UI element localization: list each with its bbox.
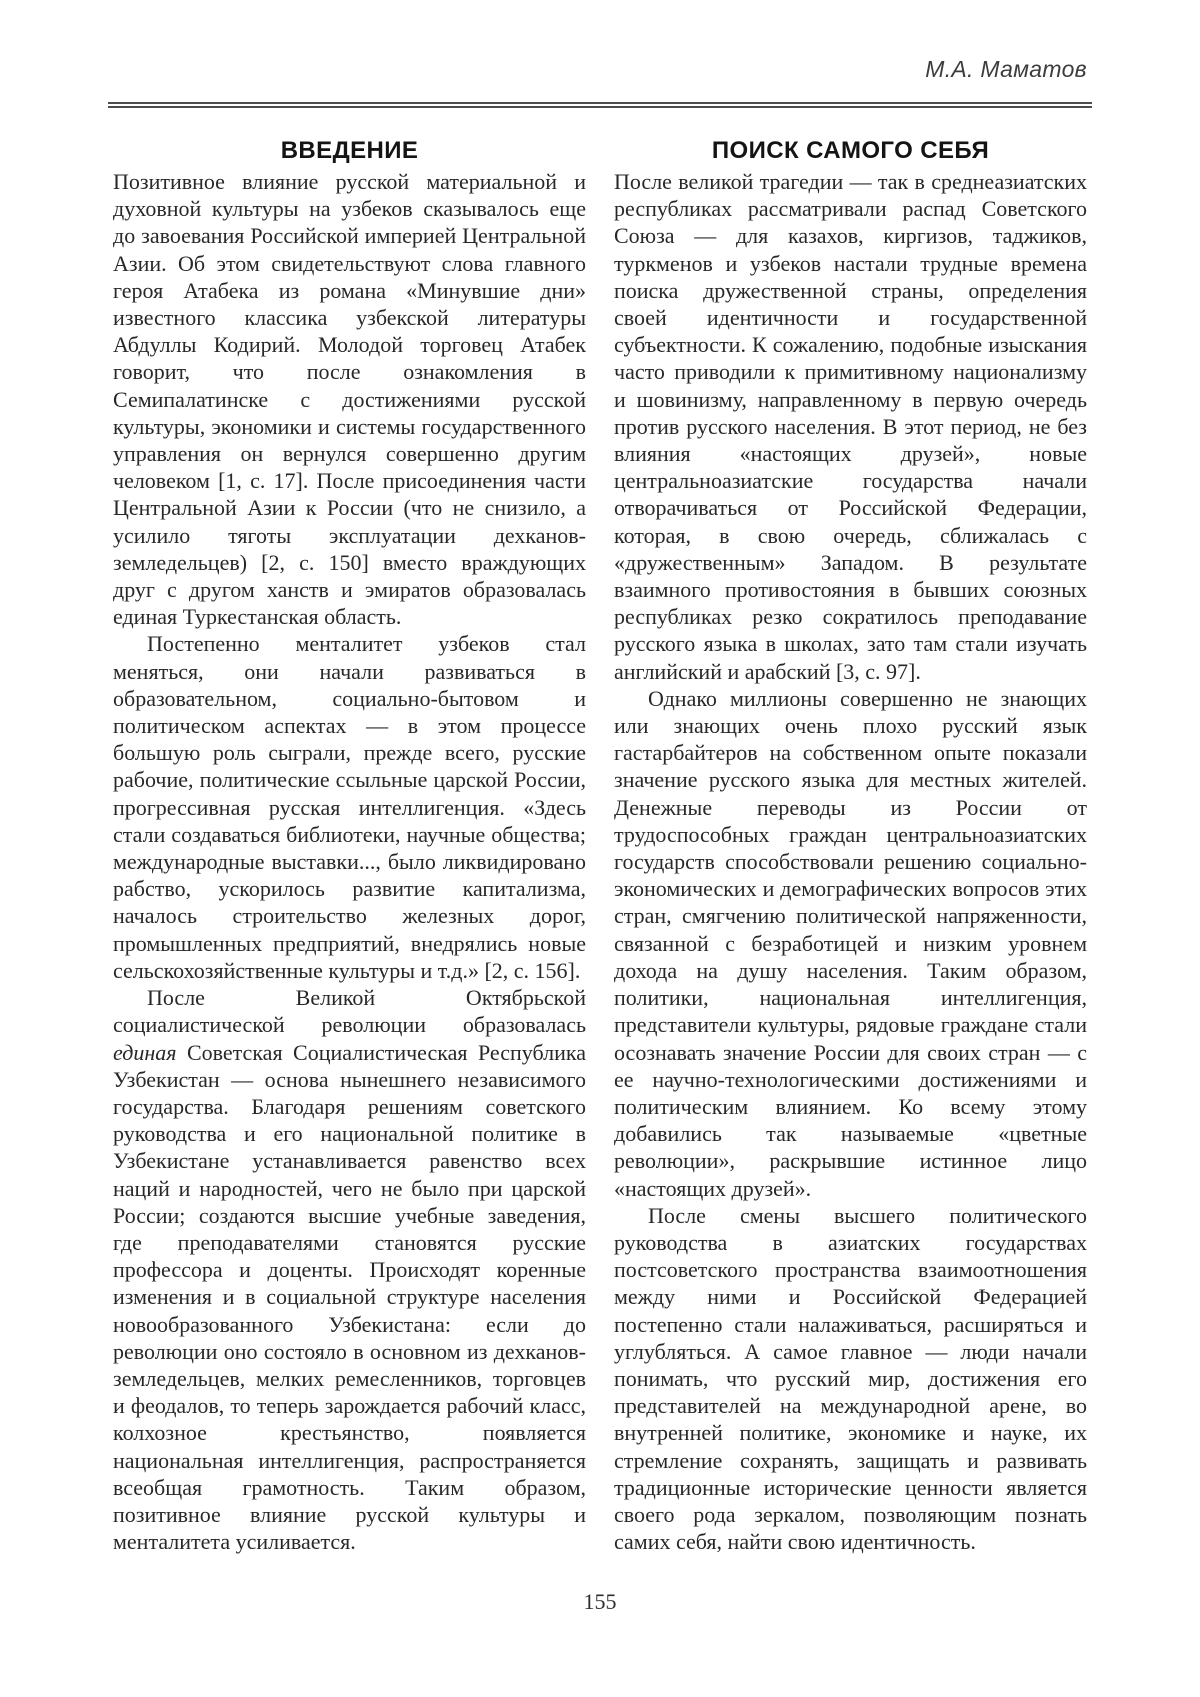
left-column <box>113 137 586 1555</box>
header-double-rule <box>108 102 1092 108</box>
paragraph: После великой трагедии — так в среднеазиатских республиках рассматривали распад Советского Союза — для казахов, киргизов, таджиков, туркменов и узбеков настали трудные времена поиска дружественной страны, определения своей идентичности и государственной субъектности. К сожалению, подобные изыскания часто приводили к примитивному национализму и шовинизму, направленному в первую очередь против русского населения. В этот период, не без влияния «настоящих друзей», новые центральноазиатские государства начали отворачиваться от Российской Федерации, которая, в свою очередь, сближалась с «дружественным» Западом. В результате взаимного противостояния в бывших союзных республиках резко сократилось преподавание русского языка в школах, зато там стали изучать английский и арабский [3, с. 97]. <box>614 169 1087 684</box>
page-number: 155 <box>583 1589 617 1614</box>
right-column <box>614 137 1087 1555</box>
paragraph <box>113 984 586 1555</box>
paragraph: После смены высшего политического руководства в азиатских государствах постсоветского пространства взаимоотношения между ними и Российской Федерацией постепенно стали налаживаться, расширяться и углубляться. А самое главное — люди начали понимать, что русский мир, достижения его представителей на международной арене, во внутренней политике, экономике и науке, их стремление сохранять, защищать и развивать традиционные исторические ценности является своего рода зеркалом, позволяющим познать самих себя, найти свою идентичность. <box>614 1202 1087 1555</box>
section-heading-search-for-self: ПОИСК САМОГО СЕБЯ <box>711 137 990 164</box>
paragraph-text-segment: После Великой Октябрьской социалистической революции образовалась <box>113 985 586 1038</box>
paragraph-text-segment: Советская Социалистическая Республика Узбекистан — основа нынешнего независимого государства. Благодаря решениям советского руководства и его национальной политике в Узбекистане устанавливается равенство всех наций и народностей, чего не было при царской России; создаются высшие учебные заведения, где преподавателями становятся русские профессора и доценты. Происходят коренные изменения и в социальной структуре населения новообразованного Узбекистана: если до революции оно состояло в основном из дехканов-земледельцев, мелких ремесленников, торговцев и феодалов, то теперь зарождается рабочий класс, колхозное крестьянство, появляется национальная интеллигенция, распространяется всеобщая грамотность. Таким образом, позитивное влияние русской культуры и менталитета усиливается. <box>113 1039 586 1555</box>
paragraph: Постепенно менталитет узбеков стал меняться, они начали развиваться в образовательном, социально-бытовом и политическом аспектах — в этом процессе большую роль сыграли, прежде всего, русские рабочие, политические ссыльные царской России, прогрессивная русская интеллигенция. «Здесь стали создаваться библиотеки, научные общества; международные выставки..., было ликвидировано рабство, ускорилось развитие капитализма, началось строительство железных дорог, промышленных предприятий, внедрялись новые сельскохозяйственные культуры и т.д.» [2, с. 156]. <box>113 631 586 983</box>
two-column-text-block <box>113 137 1087 1555</box>
emphasized-word: единая <box>113 1039 177 1065</box>
paragraph: Однако миллионы совершенно не знающих или знающих очень плохо русский язык гастарбайтеров на собственном опыте показали значение русского языка для местных жителей. Денежные переводы из России от трудоспособных граждан центральноазиатских государств способствовали решению социально-экономических и демографических вопросов этих стран, смягчению политической напряженности, связанной с безработицей и низким уровнем дохода на душу населения. Таким образом, политики, национальная интеллигенция, представители культуры, рядовые граждане стали осознавать значение России для своих стран — с ее научно-технологическими достижениями и политическим влиянием. Ко всему этому добавились так называемые «цветные революции», раскрывшие истинное лицо «настоящих друзей». <box>614 685 1087 1201</box>
running-head-author: М.А. Маматов <box>925 56 1087 82</box>
section-heading-introduction: ВВЕДЕНИЕ <box>280 137 419 164</box>
paragraph: Позитивное влияние русской материальной и духовной культуры на узбеков сказывалось еще до завоевания Российской империей Центральной Азии. Об этом свидетельствуют слова главного героя Атабека из романа «Минувшие дни» известного классика узбекской литературы Абдуллы Кодирий. Молодой торговец Атабек говорит, что после ознакомления в Семипалатинске с достижениями русской культуры, экономики и системы государственного управления он вернулся совершенно другим человеком [1, с. 17]. После присоединения части Центральной Азии к России (что не снизило, а усилило тяготы эксплуатации дехканов-земледельцев) [2, с. 150] вместо враждующих друг с другом ханств и эмиратов образовалась единая Туркестанская область. <box>113 169 586 630</box>
